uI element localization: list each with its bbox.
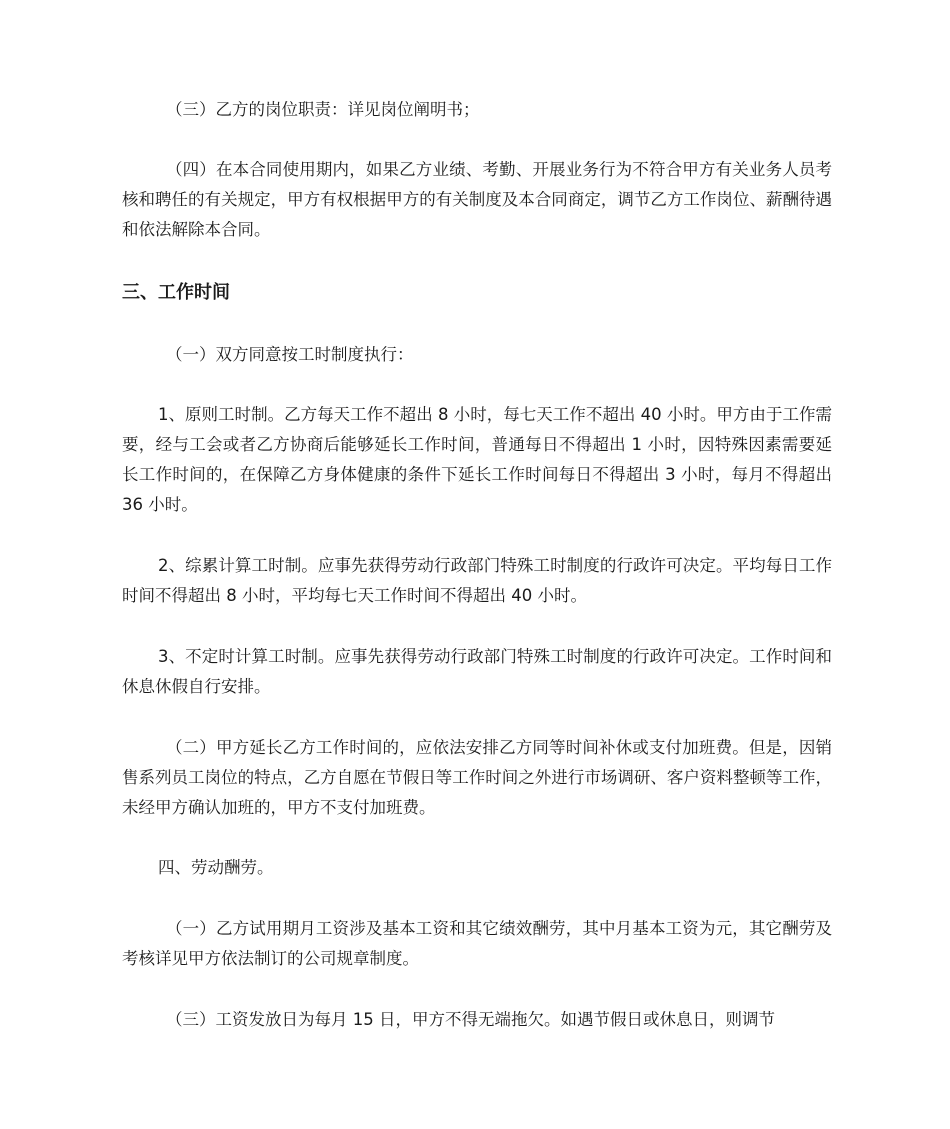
- section-heading-working-hours: 三、工作时间: [122, 282, 230, 303]
- paragraph-overtime: （二）甲方延长乙方工作时间的，应依法安排乙方同等时间补休或支付加班费。但是，因销售系列员工岗位的特点，乙方自愿在节假日等工作时间之外进行市场调研、客户资料整顿等工作，未经甲方确认加班的，甲方不支付加班费。: [122, 738, 832, 817]
- paragraph-payday: （三）工资发放日为每月 15 日，甲方不得无端拖欠。如遇节假日或休息日，则调节: [166, 1010, 775, 1029]
- section-heading-remuneration: 四、劳动酬劳。: [158, 858, 274, 877]
- paragraph-flexible-hours: 3、不定时计算工时制。应事先获得劳动行政部门特殊工时制度的行政许可决定。工作时间和休息休假自行安排。: [122, 647, 832, 696]
- paragraph-duties: （三）乙方的岗位职责：详见岗位阐明书；: [166, 100, 480, 119]
- paragraph-contract-term: （四）在本合同使用期内，如果乙方业绩、考勤、开展业务行为不符合甲方有关业务人员考核和聘任的有关规定，甲方有权根据甲方的有关制度及本合同商定，调节乙方工作岗位、薪酬待遇和依法解除本合同。: [122, 160, 832, 239]
- paragraph-comprehensive-hours: 2、综累计算工时制。应事先获得劳动行政部门特殊工时制度的行政许可决定。平均每日工作时间不得超出 8 小时，平均每七天工作时间不得超出 40 小时。: [122, 556, 832, 605]
- paragraph-probation-salary: （一）乙方试用期月工资涉及基本工资和其它绩效酬劳，其中月基本工资为元，其它酬劳及考核详见甲方依法制订的公司规章制度。: [122, 919, 832, 968]
- paragraph-hours-system: （一）双方同意按工时制度执行：: [166, 345, 414, 364]
- paragraph-standard-hours: 1、原则工时制。乙方每天工作不超出 8 小时，每七天工作不超出 40 小时。甲方由于工作需要，经与工会或者乙方协商后能够延长工作时间，普通每日不得超出 1 小时，因特殊因素需要延长工作时间的，在保障乙方身体健康的条件下延长工作时间每日不得超出 3 小时，每月不得超出 36 小时。: [122, 405, 832, 514]
